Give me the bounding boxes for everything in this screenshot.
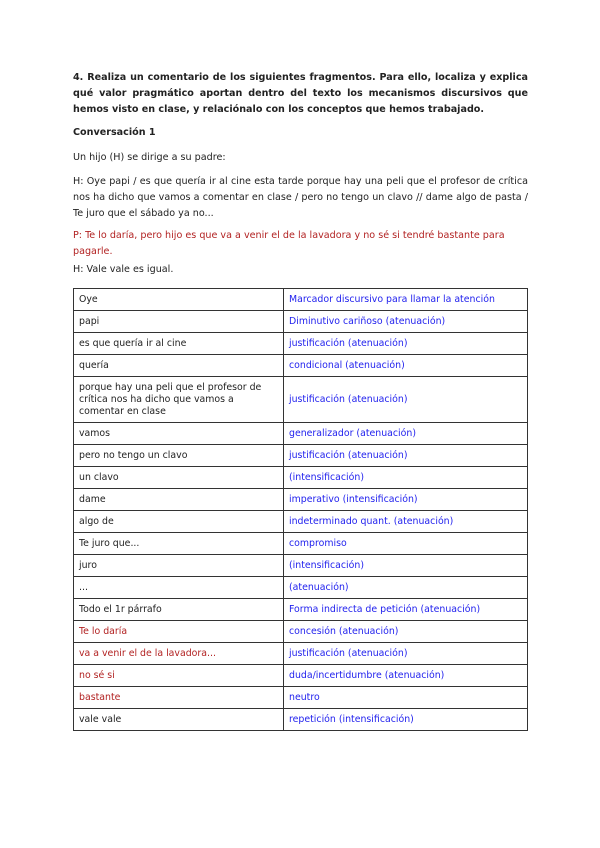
analysis-cell: compromiso [284, 533, 528, 555]
fragment-cell: ... [74, 577, 284, 599]
fragment-cell: pero no tengo un clavo [74, 445, 284, 467]
table-row [74, 665, 528, 687]
table-row [74, 467, 528, 489]
table-row [74, 445, 528, 467]
fragment-cell: juro [74, 555, 284, 577]
analysis-cell: generalizador (atenuación) [284, 423, 528, 445]
fragment-cell: un clavo [74, 467, 284, 489]
table-row [74, 423, 528, 445]
analysis-cell: condicional (atenuación) [284, 355, 528, 377]
fragment-cell: vale vale [74, 709, 284, 731]
analysis-cell: justificación (atenuación) [284, 445, 528, 467]
analysis-cell: justificación (atenuación) [284, 333, 528, 355]
fragment-cell: quería [74, 355, 284, 377]
analysis-cell: justificación (atenuación) [284, 377, 528, 423]
table-row [74, 555, 528, 577]
intro-text: Un hijo (H) se dirige a su padre: [73, 152, 226, 163]
table-row [74, 377, 528, 423]
analysis-cell: indeterminado quant. (atenuación) [284, 511, 528, 533]
section-heading: Conversación 1 [73, 127, 156, 138]
dialogue-son-2: H: Vale vale es igual. [73, 264, 174, 275]
fragment-cell: bastante [74, 687, 284, 709]
analysis-cell: repetición (intensificación) [284, 709, 528, 731]
analysis-cell: justificación (atenuación) [284, 643, 528, 665]
analysis-cell: duda/incertidumbre (atenuación) [284, 665, 528, 687]
table-row [74, 355, 528, 377]
table-row [74, 709, 528, 731]
fragment-cell: va a venir el de la lavadora... [74, 643, 284, 665]
analysis-cell: (intensificación) [284, 467, 528, 489]
fragment-cell: Te lo daría [74, 621, 284, 643]
analysis-cell: imperativo (intensificación) [284, 489, 528, 511]
dialogue-son-1: H: Oye papi / es que quería ir al cine esta tarde porque hay una peli que el profesor de crítica nos ha dicho que vamos a comentar en clase / pero no tengo un clavo // dame algo de pasta / Te juro que el sábado ya no... [73, 176, 528, 219]
analysis-table [73, 288, 528, 731]
table-row [74, 533, 528, 555]
fragment-cell: no sé si [74, 665, 284, 687]
fragment-cell: papi [74, 311, 284, 333]
fragment-cell: Oye [74, 289, 284, 311]
fragment-cell: porque hay una peli que el profesor de crítica nos ha dicho que vamos a comentar en clase [74, 377, 284, 423]
analysis-cell: Forma indirecta de petición (atenuación) [284, 599, 528, 621]
exercise-instruction: 4. Realiza un comentario de los siguientes fragmentos. Para ello, localiza y explica qué valor pragmático aportan dentro del texto los mecanismos discursivos que hemos visto en clase, y relaciónalo con los conceptos que hemos trabajado. [73, 72, 528, 115]
fragment-cell: es que quería ir al cine [74, 333, 284, 355]
dialogue-father: P: Te lo daría, pero hijo es que va a venir el de la lavadora y no sé si tendré bastante para pagarle. [73, 230, 505, 257]
analysis-cell: Diminutivo cariñoso (atenuación) [284, 311, 528, 333]
table-row [74, 333, 528, 355]
analysis-cell: concesión (atenuación) [284, 621, 528, 643]
table-row [74, 643, 528, 665]
analysis-cell: (atenuación) [284, 577, 528, 599]
table-row [74, 511, 528, 533]
fragment-cell: vamos [74, 423, 284, 445]
fragment-cell: Todo el 1r párrafo [74, 599, 284, 621]
fragment-cell: dame [74, 489, 284, 511]
fragment-cell: algo de [74, 511, 284, 533]
table-row [74, 599, 528, 621]
table-row [74, 289, 528, 311]
table-row [74, 577, 528, 599]
table-row [74, 621, 528, 643]
table-row [74, 687, 528, 709]
table-row [74, 489, 528, 511]
fragment-cell: Te juro que... [74, 533, 284, 555]
analysis-cell: Marcador discursivo para llamar la atención [284, 289, 528, 311]
analysis-cell: neutro [284, 687, 528, 709]
analysis-cell: (intensificación) [284, 555, 528, 577]
table-row [74, 311, 528, 333]
